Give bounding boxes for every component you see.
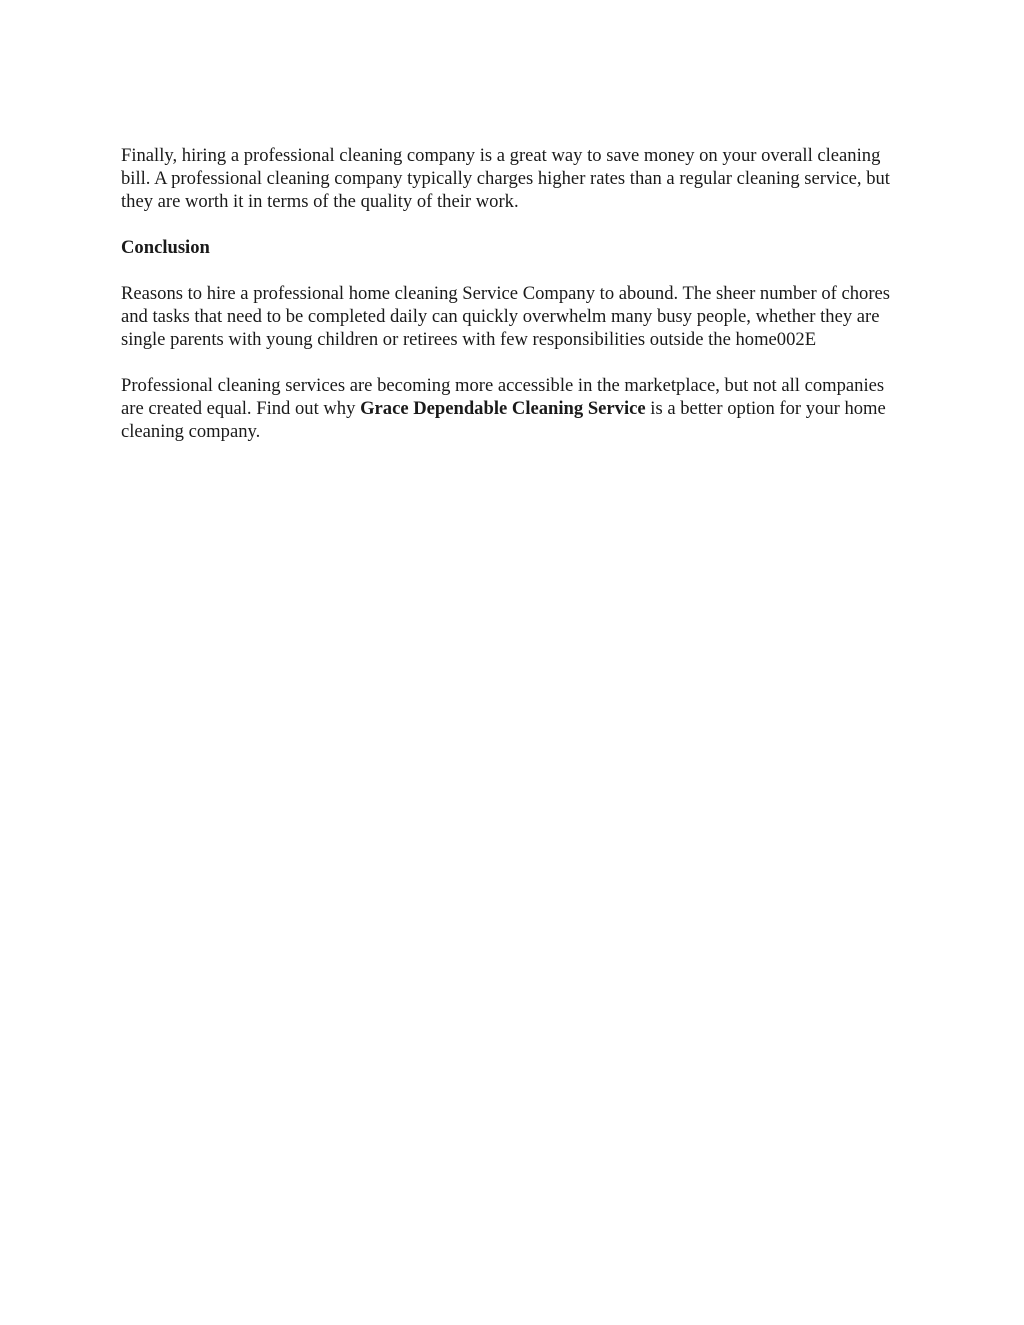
company-name: Grace Dependable Cleaning Service bbox=[360, 398, 646, 419]
paragraph-reasons: Reasons to hire a professional home cleaning Service Company to abound. The sheer number of chores and tasks that need to be completed daily can quickly overwhelm many busy people, whether they are single parents with young children or retirees with few responsibilities outside the home002E bbox=[121, 283, 891, 350]
paragraph-recommendation-text-end: is a better option for your home cleaning company. bbox=[121, 398, 886, 442]
section-heading-conclusion: Conclusion bbox=[121, 237, 210, 258]
paragraph-recommendation bbox=[121, 374, 911, 443]
document-body bbox=[121, 144, 911, 466]
paragraph-recommendation-text-start: Professional cleaning services are becoming more accessible in the marketplace, but not all companies are created equal. Find out why bbox=[121, 375, 885, 419]
paragraph-savings: Finally, hiring a professional cleaning company is a great way to save money on your overall cleaning bill. A professional cleaning company typically charges higher rates than a regular cleaning service, but they are worth it in terms of the quality of their work. bbox=[121, 145, 890, 212]
